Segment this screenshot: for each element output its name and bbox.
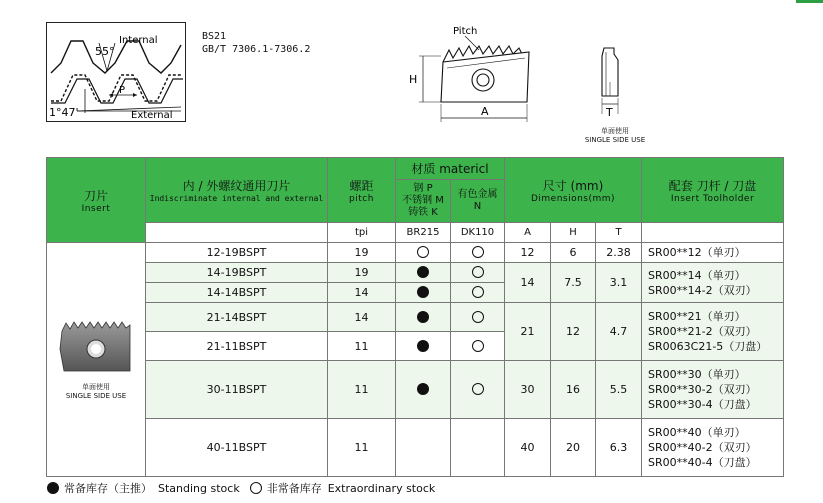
header-material-nonferrous (451, 180, 505, 223)
insert-front-drawing (405, 22, 555, 127)
open-circle-icon (472, 286, 484, 298)
thread-profile-svg (47, 23, 185, 121)
tpi-value: 19 (328, 243, 396, 263)
pitch-p-label: P (119, 85, 126, 96)
toolholder-item: SR00**40-2（双刃） (648, 441, 757, 454)
dim-a-value: 30 (505, 361, 551, 419)
open-circle-icon (472, 311, 484, 323)
header-toolholder (642, 158, 784, 223)
dim-h-label: H (409, 73, 418, 86)
single-side-caption (575, 127, 655, 145)
dim-h-value: 20 (551, 419, 596, 477)
open-circle-icon (472, 383, 484, 395)
mat2-line2: N (473, 201, 482, 212)
legend-extra-en: Extraordinary stock (327, 481, 436, 495)
dk110-cell (451, 332, 505, 361)
open-circle-icon (472, 246, 484, 258)
header-thread-cn: 内 / 外螺纹通用刀片 (182, 179, 291, 193)
standard-spec (202, 30, 310, 56)
dim-h-value: 16 (551, 361, 596, 419)
thread-code: 21-14BSPT (146, 303, 328, 332)
single-side-en: SINGLE SIDE USE (584, 136, 646, 144)
filled-circle-icon (417, 266, 429, 278)
mat1-line1: 钢 P (413, 183, 433, 194)
header-size-cn: 尺寸 (mm) (542, 178, 604, 193)
dk110-cell (451, 361, 505, 419)
header-material: 材质 matericl (396, 158, 505, 180)
header-insert (47, 158, 146, 243)
toolholder-item: SR00**21-2（双刃） (648, 325, 757, 338)
toolholder-cell (642, 419, 784, 477)
dim-h-value: 12 (551, 303, 596, 361)
tpi-value: 11 (328, 419, 396, 477)
tpi-value: 14 (328, 283, 396, 303)
insert-image-cell (47, 243, 146, 477)
toolholder-item: SR00**40-4（刀盘） (648, 456, 757, 469)
filled-circle-icon (417, 340, 429, 352)
header-dimensions (505, 158, 642, 223)
header-tool-en: Insert Toolholder (670, 193, 755, 204)
legend-standard-cn: 常备库存（主推） (64, 482, 152, 495)
header-pitch-en: pitch (349, 193, 374, 204)
mat1-line3: 铸铁 K (408, 207, 438, 218)
filled-circle-icon (417, 286, 429, 298)
toolholder-cell (642, 243, 784, 263)
taper-angle-label: 1°47' (49, 106, 79, 119)
dim-a-value: 40 (505, 419, 551, 477)
thread-code: 30-11BSPT (146, 361, 328, 419)
insert-caption (47, 383, 145, 401)
header-dim-h: H (551, 223, 596, 243)
dk110-cell (451, 303, 505, 332)
dk110-cell (451, 243, 505, 263)
header-tool-cn: 配套 刀杆 / 刀盘 (668, 178, 757, 193)
open-circle-icon (472, 266, 484, 278)
thread-code: 12-19BSPT (146, 243, 328, 263)
br215-cell (396, 332, 451, 361)
legend-standard-en: Standing stock (158, 481, 240, 495)
open-circle-icon (472, 340, 484, 352)
thread-code: 14-14BSPT (146, 283, 328, 303)
dim-a-value: 14 (505, 263, 551, 303)
filled-circle-icon (417, 311, 429, 323)
header-size-en: Dimensions(mm) (530, 193, 616, 204)
table-row (47, 303, 784, 332)
thread-code: 14-19BSPT (146, 263, 328, 283)
stock-legend (47, 480, 435, 496)
insert-caption-en: SINGLE SIDE USE (65, 391, 127, 400)
header-br215: BR215 (396, 223, 451, 243)
thread-code: 40-11BSPT (146, 419, 328, 477)
filled-circle-icon (47, 482, 59, 494)
mat2-line1: 有色金属 (457, 189, 498, 200)
header-blank (146, 223, 328, 243)
insert-photo (56, 319, 136, 379)
insert-caption-cn: 单面使用 (82, 382, 110, 391)
tpi-value: 19 (328, 263, 396, 283)
angle-label: 55° (95, 45, 115, 58)
toolholder-cell (642, 263, 784, 303)
table-row (47, 419, 784, 477)
corner-accent-bar (796, 0, 823, 3)
insert-side-drawing (590, 42, 640, 127)
standard-name: BS21 (202, 31, 227, 42)
standard-gbt: GB/T 7306.1-7306.2 (202, 44, 311, 55)
header-insert-en: Insert (81, 203, 111, 214)
open-circle-icon (417, 246, 429, 258)
thread-code: 21-11BSPT (146, 332, 328, 361)
dim-t-value: 3.1 (596, 263, 642, 303)
pitch-label: Pitch (453, 26, 478, 37)
dim-h-value: 7.5 (551, 263, 596, 303)
tpi-value: 14 (328, 303, 396, 332)
dk110-cell (451, 419, 505, 477)
br215-cell (396, 419, 451, 477)
header-pitch-cn: 螺距 (349, 178, 374, 193)
external-label: External (131, 110, 173, 121)
thread-profile-diagram (46, 22, 186, 122)
dim-t-label: T (606, 106, 613, 119)
br215-cell (396, 263, 451, 283)
dim-a-label: A (481, 105, 489, 118)
header-tpi: tpi (328, 223, 396, 243)
br215-cell (396, 283, 451, 303)
toolholder-item: SR0063C21-5（刀盘） (648, 340, 768, 353)
toolholder-item: SR00**21（单刃） (648, 310, 746, 323)
tpi-value: 11 (328, 361, 396, 419)
toolholder-item: SR00**30-2（双刃） (648, 383, 757, 396)
br215-cell (396, 303, 451, 332)
open-circle-icon (250, 482, 262, 494)
toolholder-cell (642, 303, 784, 361)
header-dim-t: T (596, 223, 642, 243)
legend-extra-cn: 非常备库存 (266, 482, 322, 495)
toolholder-item: SR00**30（单刃） (648, 368, 746, 381)
header-pitch (328, 158, 396, 223)
header-insert-cn: 刀片 (83, 188, 108, 203)
table-row (47, 361, 784, 419)
table-row (47, 243, 784, 263)
header-dim-a: A (505, 223, 551, 243)
dk110-cell (451, 283, 505, 303)
dim-t-value: 4.7 (596, 303, 642, 361)
header-thread (146, 158, 328, 223)
dim-t-value: 6.3 (596, 419, 642, 477)
dim-t-value: 2.38 (596, 243, 642, 263)
toolholder-item: SR00**14-2（双刃） (648, 283, 757, 297)
dk110-cell (451, 263, 505, 283)
br215-cell (396, 361, 451, 419)
header-tools-blank (642, 223, 784, 243)
insert-spec-table (46, 157, 784, 477)
header-thread-en: Indiscriminate internal and external (149, 194, 324, 203)
single-side-cn: 单面使用 (601, 127, 629, 135)
dim-t-value: 5.5 (596, 361, 642, 419)
toolholder-item: SR00**14（单刃） (648, 268, 746, 282)
header-material-steel (396, 180, 451, 223)
dim-h-value: 6 (551, 243, 596, 263)
toolholder-item: SR00**40（单刃） (648, 426, 746, 439)
header-dk110: DK110 (451, 223, 505, 243)
mat1-line2: 不锈钢 M (402, 195, 444, 206)
filled-circle-icon (417, 383, 429, 395)
table-row (47, 263, 784, 283)
dim-a-value: 12 (505, 243, 551, 263)
toolholder-item: SR00**30-4（刀盘） (648, 398, 757, 411)
tpi-value: 11 (328, 332, 396, 361)
toolholder-item: SR00**12（单刃） (648, 246, 746, 259)
dim-a-value: 21 (505, 303, 551, 361)
toolholder-cell (642, 361, 784, 419)
internal-label: Internal (119, 35, 158, 46)
br215-cell (396, 243, 451, 263)
